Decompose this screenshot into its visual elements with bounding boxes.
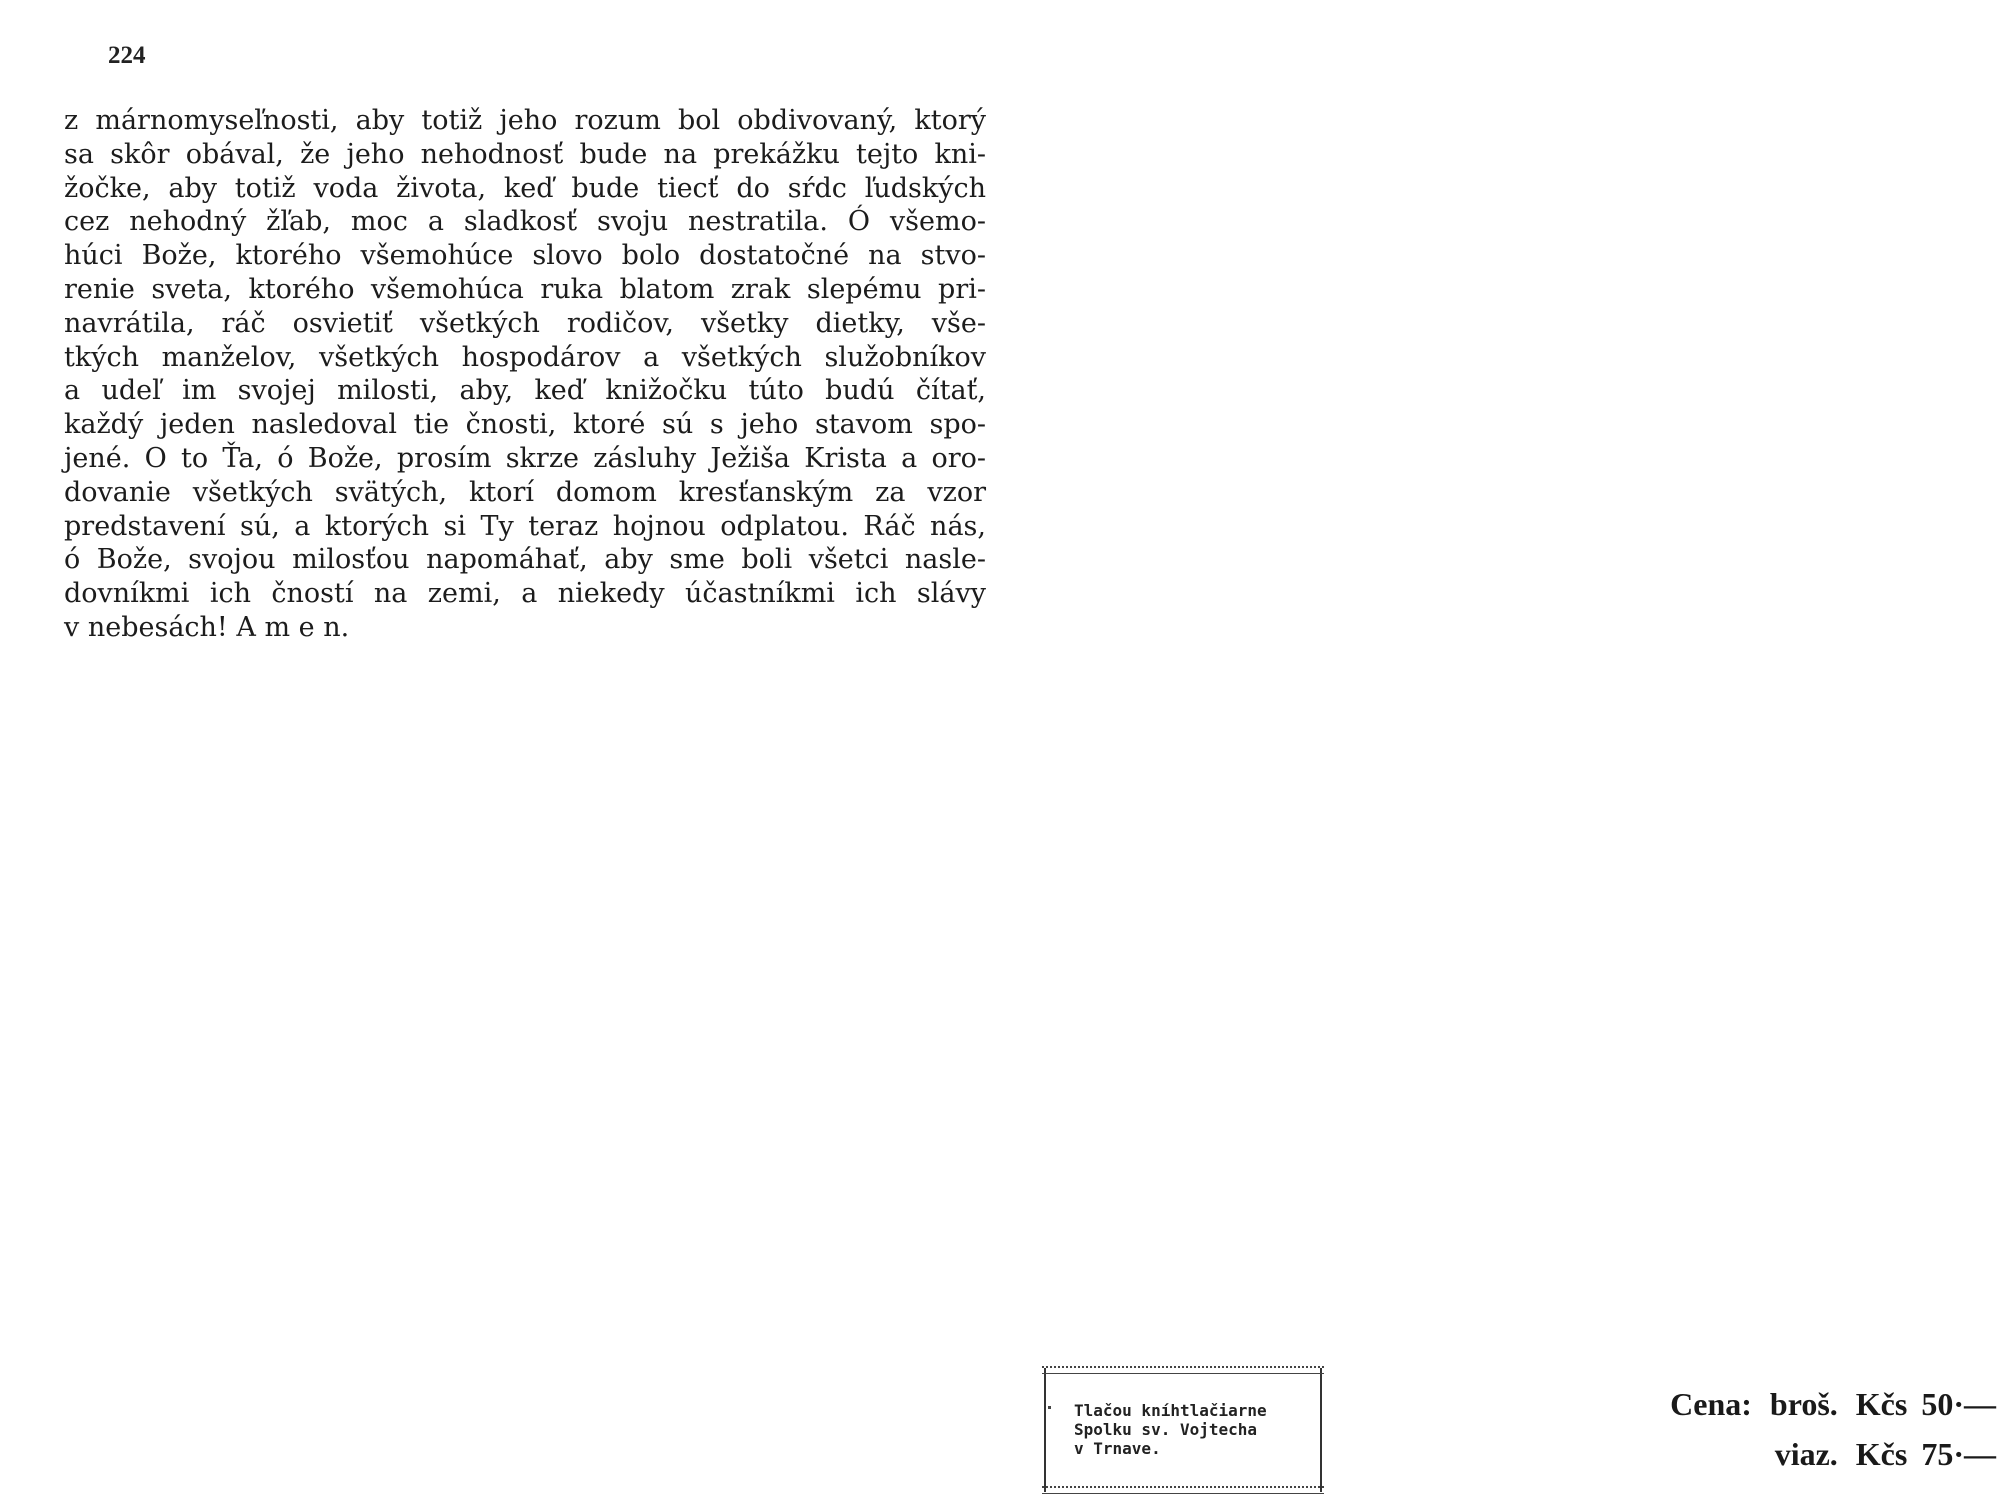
text-line: ó Bože, svojou milosťou napomáhať, aby sme boli všetci nasle- [64,544,986,576]
price-row-paperback [1670,1386,1996,1423]
text-line: húci Bože, ktorého všemohúce slovo bolo dostatočné na stvo- [64,240,986,272]
imprint-text [1074,1401,1267,1458]
text-line: renie sveta, ktorého všemohúca ruka blatom zrak slepému pri- [64,273,986,305]
imprint-line: Tlačou kníhtlačiarne [1074,1401,1267,1420]
text-line: každý jeden nasledoval tie čnosti, ktoré sú s jeho stavom spo- [64,409,986,441]
binding-type: viaz. [1774,1436,1838,1472]
text-line: z márnomyseľnosti, aby totiž jeho rozum bol obdivovaný, ktorý [64,105,986,136]
price-amount: 75·— [1921,1436,1996,1472]
text-line: jené. O to Ťa, ó Bože, prosím skrze zásluhy Ježiša Krista a oro- [64,442,986,474]
currency: Kčs [1855,1386,1908,1422]
text-line: tkých manželov, všetkých hospodárov a všetkých služobníkov [64,341,986,373]
imprint-line: Spolku sv. Vojtecha [1074,1420,1258,1439]
text-line: v nebesách! A m e n. [64,611,350,643]
imprint-line: v Trnave. [1074,1439,1161,1458]
price-row-hardcover [1775,1436,1996,1473]
text-line: navrátila, ráč osvietiť všetkých rodičov, všetky dietky, vše- [64,307,986,339]
text-line: dovníkmi ich čností na zemi, a niekedy účastníkmi ich slávy [64,578,986,610]
price-amount: 50·— [1921,1386,1996,1422]
imprint-tick-mark [1048,1406,1051,1409]
text-line: cez nehodný žľab, moc a sladkosť svoju nestratila. Ó všemo- [64,206,986,238]
text-line: predstavení sú, a ktorých si Ty teraz hojnou odplatou. Ráč nás, [64,510,986,542]
printer-imprint-box [1044,1368,1322,1492]
prayer-text [64,104,986,645]
text-line: a udeľ im svojej milosti, aby, keď knižočku túto budú čítať, [64,375,986,407]
binding-type: broš. [1769,1386,1838,1422]
text-line: žočke, aby totiž voda života, keď bude tiecť do sŕdc ľudských [64,172,986,204]
text-line: sa skôr obával, že jeho nehodnosť bude na prekážku tejto kni- [64,138,986,170]
text-line: dovanie všetkých svätých, ktorí domom kresťanským za vzor [64,476,986,508]
page-number: 224 [108,42,146,69]
currency: Kčs [1855,1436,1908,1472]
price-label: Cena: [1670,1386,1752,1422]
